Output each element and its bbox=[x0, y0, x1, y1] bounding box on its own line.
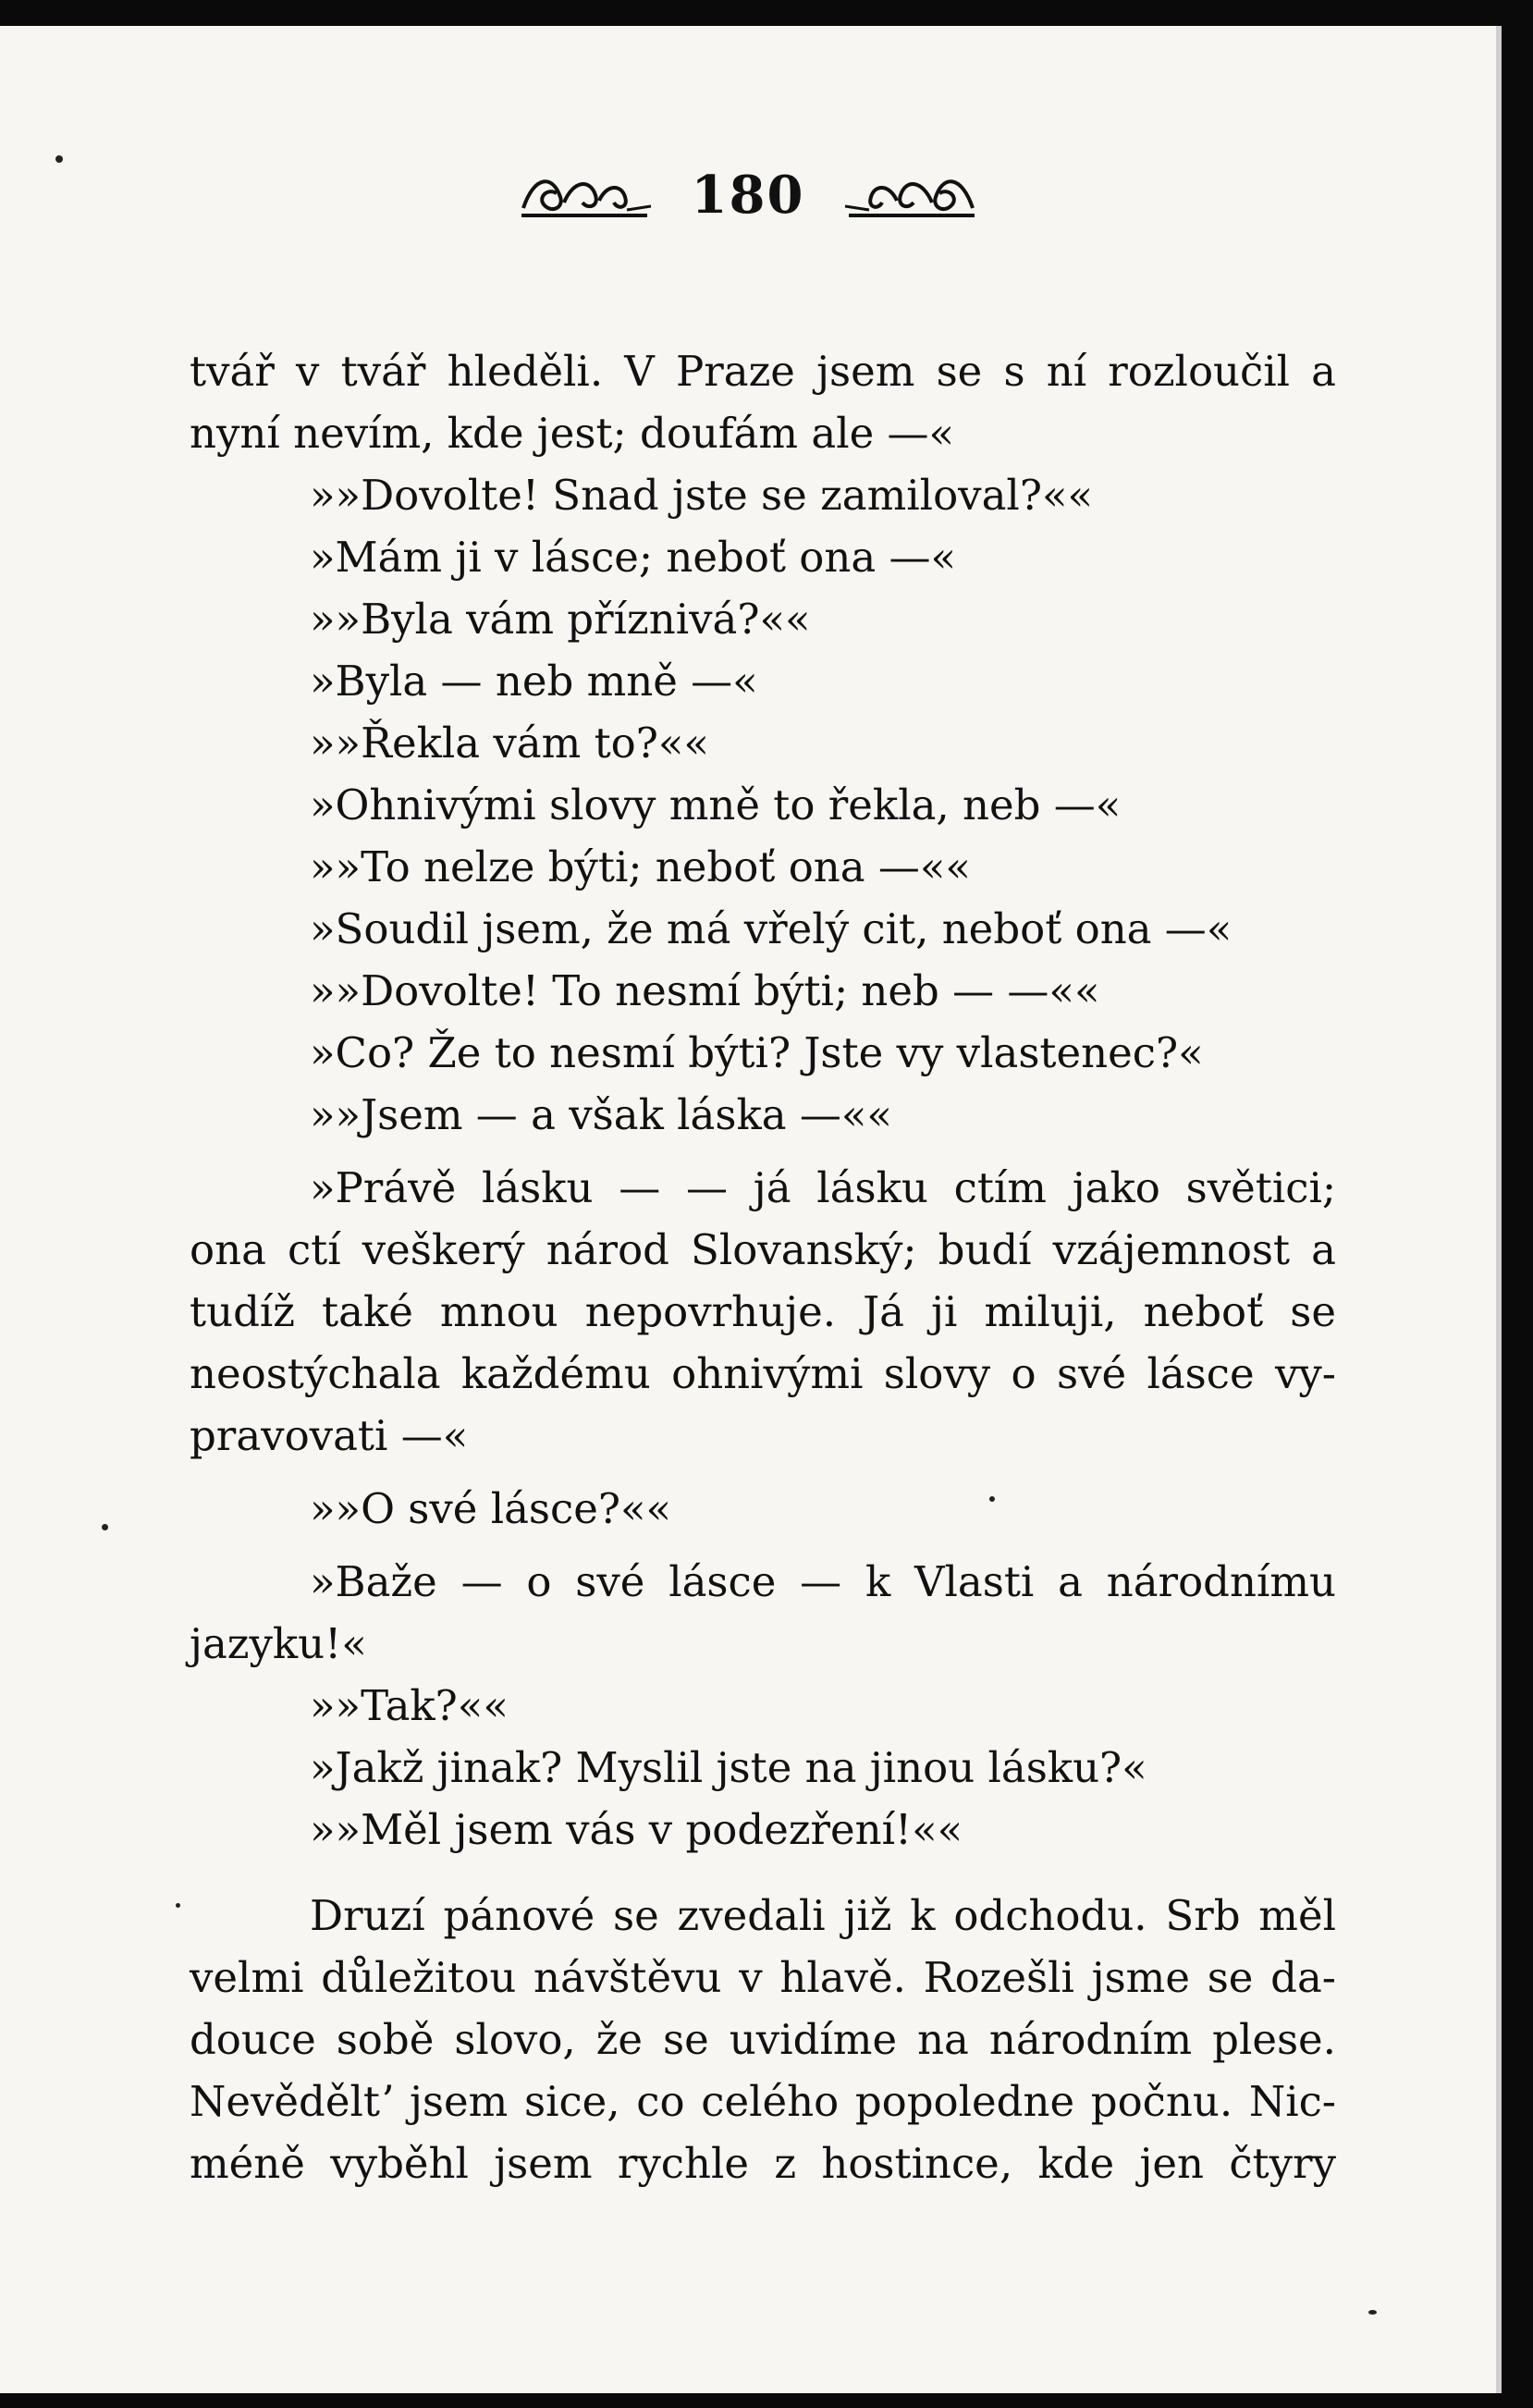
dialogue-line: »»To nelze býti; neboť ona —«« bbox=[310, 842, 971, 891]
dialogue-line: »»Dovolte! To nesmí býti; neb — —«« bbox=[310, 966, 1100, 1015]
dialogue-line: »»Dovolte! Snad jste se zamiloval?«« bbox=[310, 471, 1094, 520]
dialogue-line: »»Měl jsem vás v podezření!«« bbox=[310, 1805, 963, 1854]
paragraph-line: douce sobě slovo, že se uvidíme na národním plese. bbox=[190, 2015, 1336, 2064]
paragraph-line: neostýchala každému ohnivými slovy o své lásce vy- bbox=[190, 1349, 1336, 1398]
paragraph-line: Druzí pánové se zvedali již k odchodu. Srb měl bbox=[310, 1891, 1336, 1940]
dialogue-line: »»Jsem — a však láska —«« bbox=[310, 1090, 892, 1139]
dialogue-line: »Mám ji v lásce; neboť ona —« bbox=[310, 533, 957, 582]
dialogue-line: »»Byla vám příznivá?«« bbox=[310, 595, 811, 644]
dialogue-line: »»O své lásce?«« bbox=[310, 1484, 672, 1533]
paragraph-line: Nevěděltʼ jsem sice, co celého popoledne počnu. Nic- bbox=[190, 2077, 1336, 2126]
dialogue-line: »Jakž jinak? Myslil jste na jinou lásku?« bbox=[310, 1743, 1147, 1792]
book-page bbox=[0, 26, 1502, 2393]
paper-speck bbox=[989, 1496, 995, 1502]
page-header bbox=[0, 165, 1496, 226]
paragraph-line: pravovati —« bbox=[190, 1411, 469, 1460]
dialogue-line: »Byla — neb mně —« bbox=[310, 657, 758, 706]
paragraph-line: jazyku!« bbox=[190, 1619, 367, 1668]
left-ornament-icon bbox=[516, 166, 655, 225]
paper-speck bbox=[55, 155, 63, 163]
paragraph-line: »Právě lásku — — já lásku ctím jako světici; bbox=[310, 1163, 1336, 1212]
paragraph-line: méně vyběhl jsem rychle z hostince, kde jen čtyry bbox=[190, 2139, 1336, 2188]
dialogue-line: »»Řekla vám to?«« bbox=[310, 719, 709, 768]
text-line: tvář v tvář hleděli. V Praze jsem se s ní rozloučil a bbox=[190, 347, 1336, 396]
text-line: nyní nevím, kde jest; doufám ale —« bbox=[190, 409, 955, 458]
body-text bbox=[190, 340, 1336, 2194]
right-ornament-icon bbox=[841, 166, 980, 225]
paragraph-line: »Baže — o své lásce — k Vlasti a národnímu bbox=[310, 1557, 1336, 1606]
paragraph-line: velmi důležitou návštěvu v hlavě. Rozešli jsme se da- bbox=[190, 1953, 1336, 2002]
dialogue-line: »Co? Že to nesmí býti? Jste vy vlastenec?« bbox=[310, 1028, 1204, 1077]
paper-speck bbox=[102, 1524, 108, 1530]
paper-speck bbox=[176, 1903, 180, 1908]
dialogue-line: »»Tak?«« bbox=[310, 1681, 509, 1730]
page-number: 180 bbox=[691, 165, 805, 226]
dialogue-line: »Soudil jsem, že má vřelý cit, neboť ona —« bbox=[310, 904, 1233, 953]
paragraph-line: tudíž také mnou nepovrhuje. Já ji miluji, neboť se bbox=[190, 1287, 1336, 1336]
paragraph-line: ona ctí veškerý národ Slovanský; budí vzájemnost a bbox=[190, 1225, 1336, 1274]
paper-speck bbox=[1368, 2310, 1377, 2315]
dialogue-line: »Ohnivými slovy mně to řekla, neb —« bbox=[310, 780, 1122, 829]
